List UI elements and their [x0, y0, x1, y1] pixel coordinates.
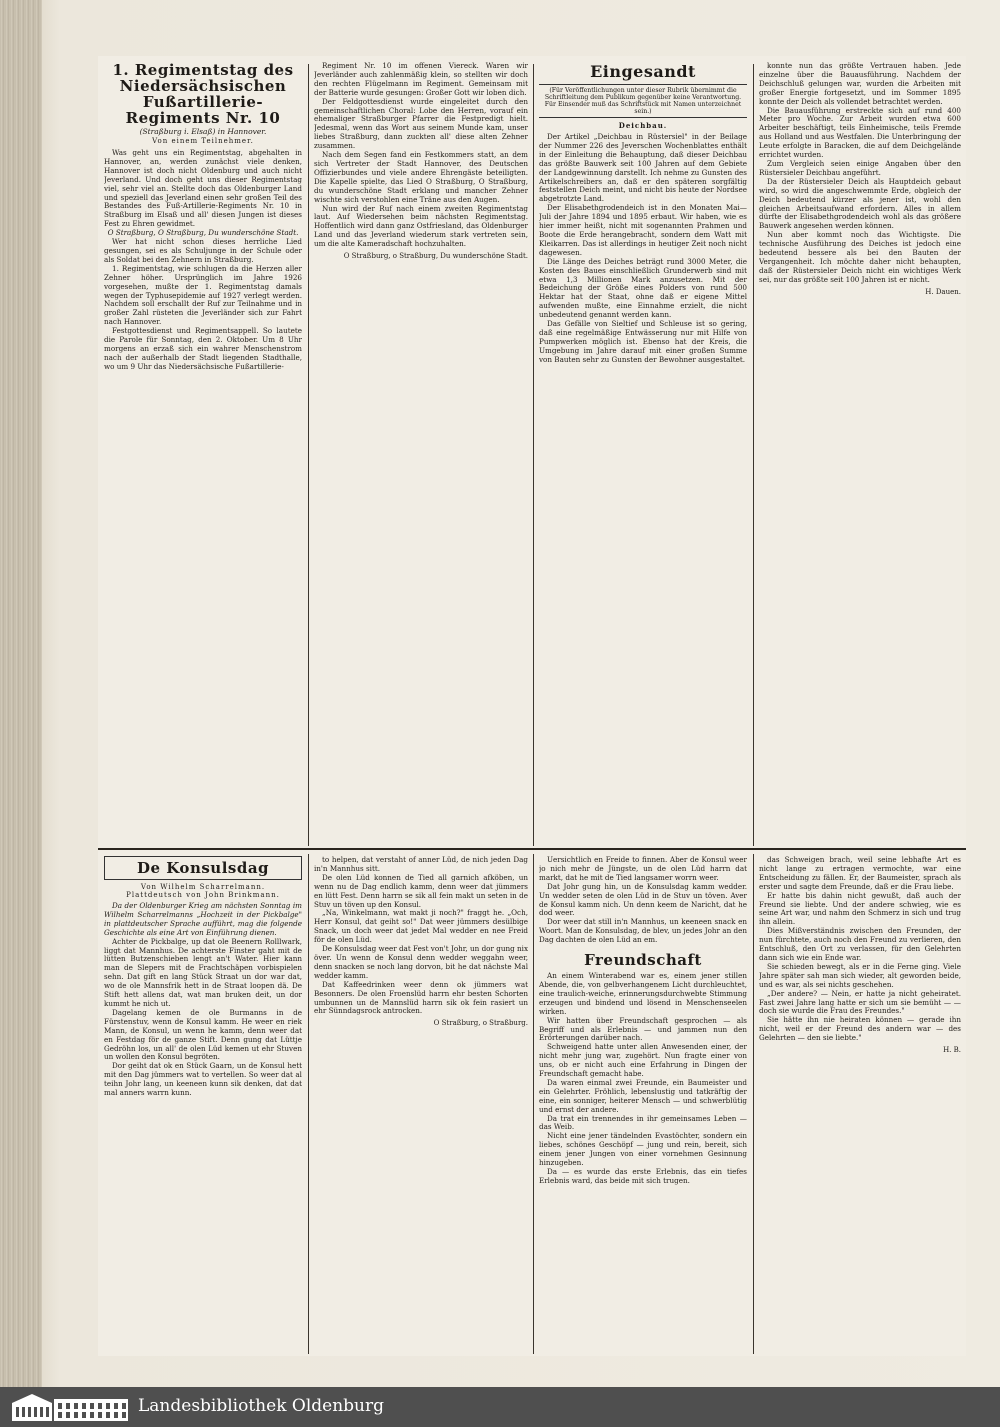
article-signature: O Straßburg, o Straßburg.	[433, 1019, 528, 1028]
article-eingesandt	[539, 62, 747, 846]
paragraph: De Konsulsdag weer dat Fest von't Johr, un dor gung nix över. Un wenn de Konsul denn wedder weggahn weer, denn snacken se noch lang dorvon, bit he dat nächste Mal wedder kamm.	[314, 944, 528, 980]
paragraph: Schweigend hatte unter allen Anwesenden einer, der nicht mehr jung war, zugehört. Nun fragte einer von uns, ob er nicht auch eine Erfahrung in Dingen der Freundschaft gemacht habe.	[539, 1042, 747, 1079]
column-rule	[533, 854, 534, 1354]
paragraph: konnte nun das größte Vertrauen haben. Jede einzelne über die Bauausführung. Nachdem der Deichschluß gelungen war, wurden die Arbeiten mit großer Energie fortgesetzt, und im Sommer 1895 konnte der Deich als vollendet betrachtet werden.	[759, 62, 961, 106]
paragraph: Festgottesdienst und Regimentsappell. So lautete die Parole für Sonntag, den 2. Oktober. Um 8 Uhr morgens an erzaß sich ein wahrer Menschenstrom nach der außerhalb der Stadt liegenden Stadthalle, wo um 9 Uhr das Niedersächsische Fußartillerie-	[104, 326, 302, 371]
paragraph: Nicht eine jener tändelnden Evastöchter, sondern ein liebes, schönes Geschöpf — jung und rein, bereit, sich einem jener Jungen von einer vornehmen Gesinnung hinzugeben.	[539, 1131, 747, 1168]
book-spine	[0, 0, 42, 1387]
paragraph: De olen Lüd konnen de Tied all garnich afköben, un wenn nu de Dag endlich kamm, denn weer dat jümmers en lütt Fest. Denn harrn se sik all fein makt un seten in de Stuv un töven up den Konsul.	[314, 872, 528, 909]
article-signature: H. B.	[943, 1046, 961, 1055]
paragraph: Die Länge des Deiches beträgt rund 3000 Meter, die Kosten des Baues einschließlich Grunderwerb sind mit etwa 1,3 Millionen Mark anzusetzen. Mit der Bedeichung der Größe eines Polders von rund 500 Hektar hat der Staat, ohne daß er eigene Mittel aufwenden mußte, eine Einnahme erzielt, die nicht unbedeutend genannt werden kann.	[539, 256, 747, 320]
paragraph: Nach dem Segen fand ein Festkommers statt, an dem sich Vertreter der Stadt Hannover, des Deutschen Offizierbundes und viele andere Ehrengäste beteiligten. Die Kapelle spielte, das Lied O Straßburg, O Straßburg, du wunderschöne Stadt erklang und mancher Zehner wischte sich verstohlen eine Träne aus den Augen.	[314, 150, 528, 204]
paragraph: Er hatte bis dahin nicht gewußt, daß auch der Freund sie liebte. Und der andere schwieg, wie es seine Art war, und nahm den Schmerz in sich und trug ihn allein.	[759, 890, 961, 927]
column-rule	[533, 64, 534, 846]
newspaper-page	[98, 56, 966, 1356]
article-title: Freundschaft	[584, 951, 702, 970]
paragraph: Achter de Pickbalge, up dat ole Beenern Rolllwark, liggt dat Mannhus. De achterste Finster gaht mit de lütten Butzenschieben lengt an't Water. Hier kann man de Slepers mit de Frachtschäpen vorbispielen sehn. Dat gift en lang Stück Straat un dor war dat, wo de ole Mannsfrik hett in de Straat loopen dä. De Stift hett allens dat, wat man bruken deit, un dor kummt he nich ut.	[104, 936, 302, 1008]
paragraph: das Schweigen brach, weil seine lebhafte Art es nicht lange zu ertragen vermochte, war eine Entscheidung zu fällen. Er, der Baumeister, sprach als erster und sagte dem Freunde, daß er die Frau liebe.	[759, 856, 961, 891]
paragraph: Nun aber kommt noch das Wichtigste. Die technische Ausführung des Deiches ist jedoch eine bedeutend bessere als bei den Bauten der Vergangenheit. Ich möchte daher nicht behaupten, daß der Rüstersieler Deich nicht ein wichtiges Werk sei, nur das größte seit 100 Jahren ist er nicht.	[759, 230, 961, 284]
song-quote: O Straßburg, O Straßburg, Du wunderschöne Stadt.	[107, 228, 299, 238]
paragraph: Der Artikel „Deichbau in Rüstersiel" in der Beilage der Nummer 226 des Jeverschen Wochenblattes enthält in der Einleitung die Behauptung, daß dieser Deichbau das größte Bauwerk seit 100 Jahren auf dem Gebiete der Landgewinnung darstellt. Ich nehme zu Gunsten des Artikelschreibers an, daß er den späteren sorgfältig feststellen Deich meint, und nicht bis heute der Nordsee abgetrotzte Land.	[539, 132, 747, 204]
article-regimentstag	[104, 62, 302, 846]
column-rule	[308, 854, 309, 1354]
paragraph: to helpen, dat verstaht of anner Lüd, de nich jeden Dag in'n Mannhus sitt.	[314, 856, 528, 873]
paragraph: Zum Vergleich seien einige Angaben über den Rüstersieler Deichbau angeführt.	[759, 158, 961, 177]
library-building-icon	[10, 1391, 130, 1423]
article-regimentstag-continued	[314, 62, 528, 846]
paragraph: Sie hätte ihn nie heiraten können — gerade ihn nicht, weil er der Freund des andern war — des Gelehrten — den sie liebte."	[759, 1015, 961, 1043]
article-title: Eingesandt	[590, 62, 696, 81]
paragraph: Dat Johr gung hin, un de Konsulsdag kamm wedder. Un wedder seten de olen Lüd in de Stuv un töven. Aver de Konsul kamm nich. Un denn keem de Naricht, dat he dod weer.	[539, 881, 747, 918]
paragraph: „Na, Winkelmann, wat makt ji noch?" fraggt he. „Och, Herr Konsul, dat geiht so!" Dat weer jümmers desülbige Snack, un doch weer dat jedet Mal wedder en nee Freid för de olen Lüd.	[314, 908, 528, 945]
article-eingesandt-continued	[759, 62, 961, 846]
paragraph: Die Bauausführung erstreckte sich auf rund 400 Meter pro Woche. Zur Arbeit wurden etwa 600 Arbeiter beschäftigt, teils Einheimische, teils Fremde aus Holland und aus Westfalen. Die Unterbringung der Leute erfolgte in Baracken, die auf dem Deichgelände errichtet wurden.	[759, 105, 961, 160]
article-freundschaft	[539, 856, 747, 1352]
paragraph: An einem Winterabend war es, einem jener stillen Abende, die, von gelbverhangenem Licht durchleuchtet, eine traulich-weiche, erinnerungsdurchwebte Stimmung erzeugen und bindend und lösend in Menschenseelen wirken.	[539, 971, 747, 1016]
paragraph: Nun wird der Ruf nach einem zweiten Regimentstag laut. Auf Wiedersehen beim nächsten Regimentstag. Hoffentlich wird dann ganz Ostfriesland, das Oldenburger Land und das Jeverland wiederum stark vertreten sein, um die alte Kameradschaft hochzuhalten.	[314, 203, 528, 249]
paragraph: Da waren einmal zwei Freunde, ein Baumeister und ein Gelehrter. Fröhlich, lebenslustig und tatkräftig der eine, ein sonniger, heiterer Mensch — und schwerblütig und ernst der andere.	[539, 1077, 747, 1114]
article-signature: O Straßburg, o Straßburg, Du wunderschöne Stadt.	[343, 252, 528, 261]
paragraph: Da der Rüstersieler Deich als Hauptdeich gebaut wird, so wird die angeschwemmte Erde, obgleich der Deich bedeutend kürzer als jener ist, wohl den gleichen Arbeitsaufwand erfordern. Alles in allem dürfte der Elisabethgrodendeich wohl als das größere Bauwerk angesehen werden können.	[759, 176, 961, 231]
paragraph: Uersichtlich en Freide to finnen. Aber de Konsul weer jo nich mehr de Jüngste, un de olen Lüd harrn dat markt, dat he mit de Tied langsamer worrn weer.	[539, 856, 747, 882]
paragraph: Sie schieden bewegt, als er in die Ferne ging. Viele Jahre später sah man sich wieder, alt geworden beide, und es war, als sei nichts geschehen.	[759, 961, 961, 989]
article-title: De Konsulsdag	[104, 856, 302, 880]
library-footer	[0, 1387, 1000, 1427]
column-rule	[753, 64, 754, 846]
article-byline: Von Wilhelm Scharrelmann.	[140, 883, 266, 891]
paragraph: Das Gefälle von Sieltief und Schleuse ist so gering, daß eine regelmäßige Entwässerung nur mit Hilfe von Pumpwerken möglich ist. Ebenso hat der Kreis, die Umgebung im Jahre darauf mit einer großen Summe von Bauten sehr zu Gunsten der Bewohner ausgestaltet.	[539, 319, 747, 364]
article-subtitle: Deichbau.	[618, 121, 668, 130]
article-title: 1. Regimentstag des Niedersächsischen Fußartillerie-Regiments Nr. 10	[112, 62, 294, 127]
paragraph: Der Elisabethgrodendeich ist in den Monaten Mai—Juli der Jahre 1894 und 1895 erbaut. Wir haben, wie es hier immer heißt, nicht mit sogenannten Prahmen und Boote die Erde herangebracht, sondern dem Watt mit Kleikarren. Das ist allerdings in heutiger Zeit noch nicht dagewesen.	[539, 203, 747, 257]
paragraph: Wir hatten über Freundschaft gesprochen — als Begriff und als Erlebnis — und jammen nun den Erörterungen darüber nach.	[539, 1015, 747, 1043]
paragraph: 1. Regimentstag, wie schlugen da die Herzen aller Zehner höher. Ursprünglich im Jahre 1926 vorgesehen, mußte der 1. Regimentstag damals wegen der Typhusepidemie auf 1927 verlegt werden. Nachdem soll erschallt der Ruf zur Teilnahme und in großer Zahl rüsteten die Jeverländer sich zur Fahrt nach Hannover.	[104, 263, 302, 327]
section-divider	[98, 848, 966, 850]
paragraph: Regiment Nr. 10 im offenen Viereck. Waren wir Jeverländer auch zahlenmäßig klein, so stellten wir doch den rechten Flügelmann im Regiment. Gemeinsam mit der Batterie wurde gesungen: Großer Gott wir loben dich.	[314, 62, 528, 97]
article-freundschaft-continued	[759, 856, 961, 1352]
article-signature: H. Dauen.	[925, 287, 961, 296]
paragraph: Dagelang kemen de ole Burmanns in de Fürstenstuv, wenn de Konsul kamm. He weer en riek Mann, de Konsul, un wenn he kamm, denn weer dat en Festdag för de ganze Stift. Denn gung dat Lüttje Gedröhn los, un all' de olen Lüd kemen ut ehr Stuven un wollen den Konsul begröten.	[104, 1007, 302, 1062]
paragraph: Dies Mißverständnis zwischen den Freunden, der nun fürchtete, auch noch den Freund zu verlieren, den Entschluß, den Ort zu verlassen, für den Gelehrten dann sich wie ein Ende war.	[759, 926, 961, 962]
paragraph: Da trat ein trennendes in ihr gemeinsames Leben — das Weib.	[539, 1113, 747, 1132]
editorial-note: (Für Veröffentlichungen unter dieser Rubrik übernimmt die Schriftleitung dem Publikum gegenüber keine Verantwortung. Für Einsender muß das Schriftstück mit Namen unterzeichnet sein.)	[539, 84, 747, 118]
article-byline: Von einem Teilnehmer.	[152, 137, 254, 145]
paragraph: Dat Kaffeedrinken weer denn ok jümmers wat Besonners. De olen Froenslüd harrn ehr besten Schorten umbunnen un de Mannslüd harrn sik ok fein rasiert un ehr Sünndagsrock antrocken.	[314, 979, 528, 1016]
library-name: Landesbibliothek Oldenburg	[138, 1396, 385, 1416]
paragraph: „Der andere? — Nein, er hatte ja nicht geheiratet. Fast zwei Jahre lang hatte er sich um sie bemüht — — doch sie wurde die Frau des Freundes."	[759, 988, 961, 1016]
paragraph: Da — es wurde das erste Erlebnis, das ein tiefes Erlebnis ward, das beide mit sich trugen.	[539, 1167, 747, 1185]
article-konsulsdag-continued	[314, 856, 528, 1352]
column-rule	[308, 64, 309, 846]
paragraph: Dor weer dat still in'n Mannhus, un keeneen snack en Woort. Man de Konsulsdag, de blev, un jedes Johr an den Dag dachten de olen Lüd an em.	[539, 917, 747, 945]
article-konsulsdag	[104, 856, 302, 1352]
article-subtitle: (Straßburg i. Elsaß) in Hannover.	[139, 127, 267, 136]
article-translator: Plattdeutsch von John Brinkmann.	[126, 891, 280, 899]
column-rule	[753, 854, 754, 1354]
paragraph: Wer hat nicht schon dieses herrliche Lied gesungen, sei es als Schuljunge in der Schule oder als Soldat bei den Zehnern in Straßburg.	[104, 237, 302, 264]
paragraph: Was geht uns ein Regimentstag, abgehalten in Hannover, an, werden zunächst viele denken, Hannover ist doch nicht Oldenburg und auch nicht Jeverland. Und doch geht uns dieser Regimentstag viel, sehr viel an. Stellte doch das Oldenburger Land und speziell das Jeverland einen sehr großen Teil des Bestandes des Fuß-Artillerie-Regiments Nr. 10 in Straßburg im Elsaß und all' diesen Jungen ist dieses Fest zu Ehren gewidmet.	[104, 148, 302, 229]
paragraph: Da der Oldenburger Krieg am nächsten Sonntag im Wilhelm Scharrelmanns „Hochzeit in der Pickbalge" in plattdeutscher Sprache aufführt, mag die folgende Geschichte als eine Art von Einführung dienen.	[104, 901, 302, 937]
paragraph: Der Feldgottesdienst wurde eingeleitet durch den gemeinschaftlichen Choral: Lobe den Herren, vorauf ein ehemaliger Straßburger Pfarrer die Festpredigt hielt. Jedesmal, wenn das Wort aus seinem Munde kam, unser liebes Straßburg, dann zuckten all' diese alten Zehner zusammen.	[314, 96, 528, 151]
paragraph: Dor geiht dat ok en Stück Gaarn, un de Konsul hett mit den Dag jümmers wat to vertellen. So weer dat al teihn Johr lang, un keeneen kunn sik denken, dat dat mal anners warrn kunn.	[104, 1061, 302, 1098]
